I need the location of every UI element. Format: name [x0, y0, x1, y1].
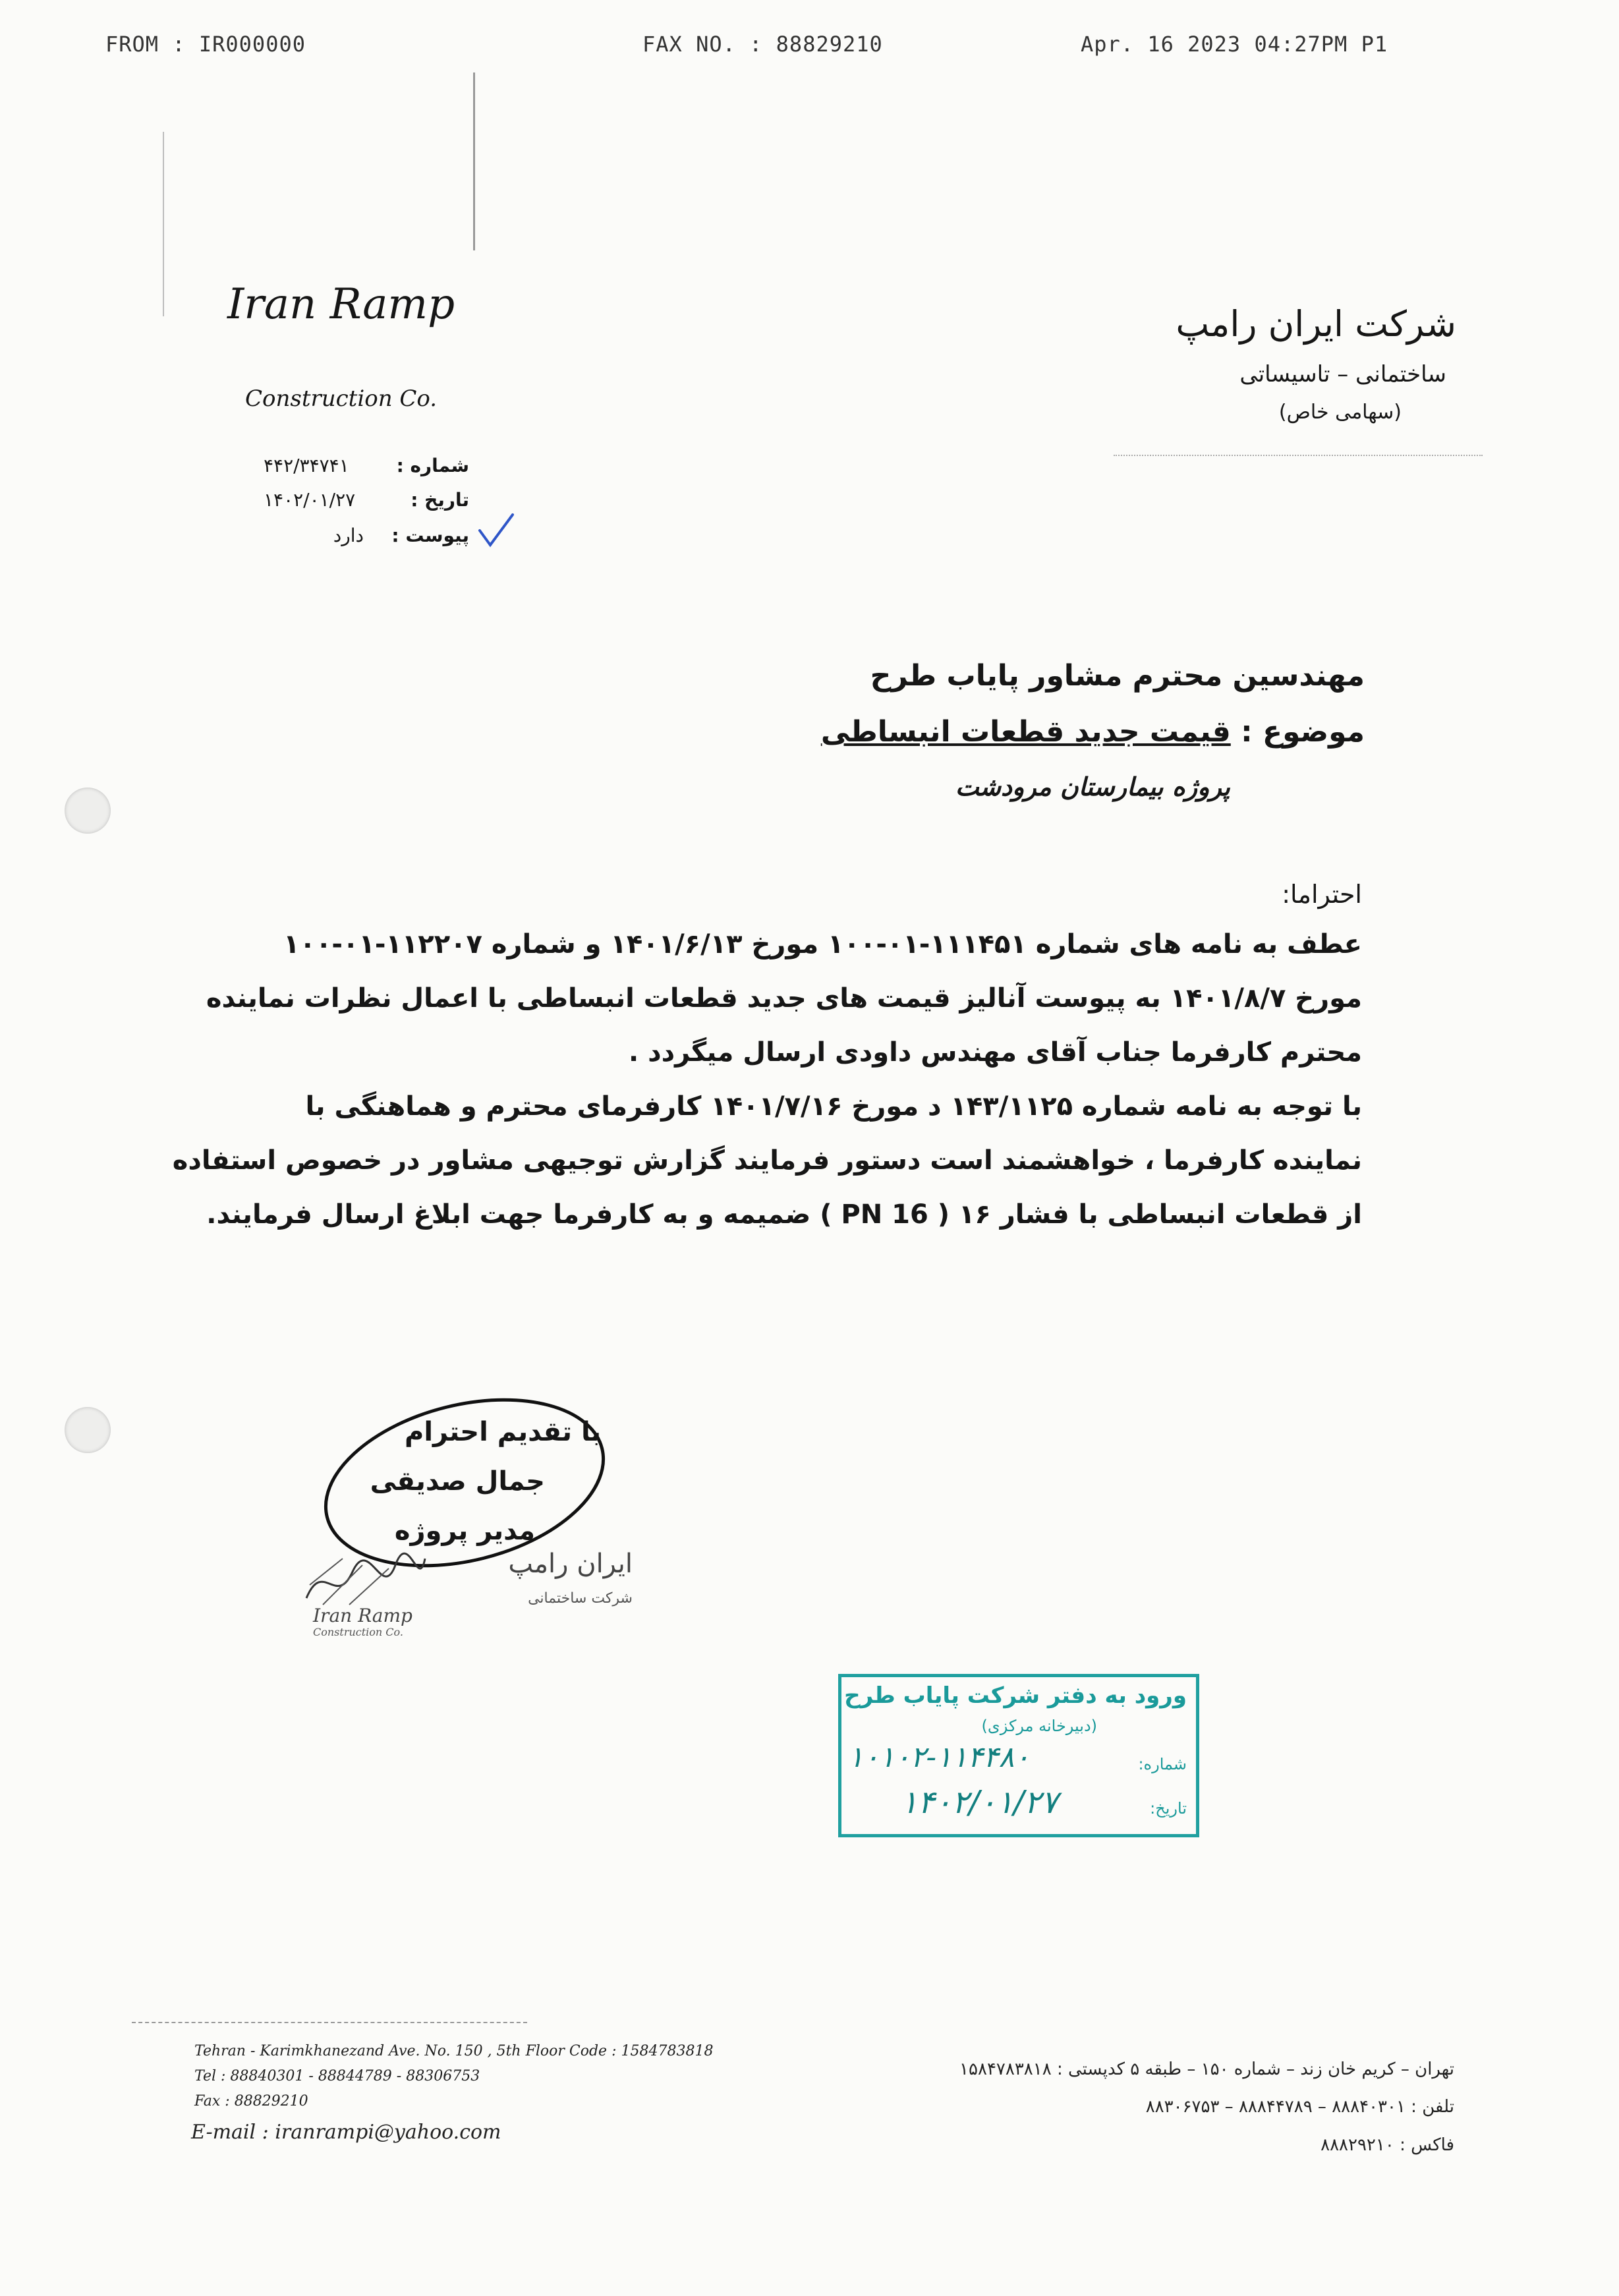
signature-name: جمال صدیقی	[370, 1466, 545, 1497]
body-line: با توجه به نامه شماره ۱۴۳/۱۱۲۵ د مورخ ۱۴۰۱/۷/۱۶ کارفرمای محترم و هماهنگی با	[305, 1091, 1362, 1122]
seal-sub-en: Construction Co.	[313, 1626, 403, 1638]
number-value: ۴۴۲/۳۴۷۴۱	[264, 455, 349, 476]
stamp-subtitle: (دبیرخانه مرکزی)	[981, 1717, 1097, 1735]
attachment-value: دارد	[333, 525, 364, 546]
footer-fax-en: Fax : 88829210	[194, 2093, 308, 2109]
body-line: از قطعات انبساطی با فشار ۱۶ ( PN 16 ) ضمیمه و به کارفرما جهت ابلاغ ارسال فرمایند.	[206, 1199, 1362, 1230]
project-name: پروژه بیمارستان مرودشت	[955, 772, 1230, 801]
company-sub-en: Construction Co.	[245, 386, 438, 412]
company-sub-fa: ساختمانی – تاسیساتی	[1239, 361, 1446, 387]
subject-line	[821, 715, 1365, 749]
date-value: ۱۴۰۲/۰۱/۲۷	[264, 489, 356, 511]
incoming-stamp	[838, 1674, 1199, 1837]
attachment-label: پیوست :	[391, 525, 469, 546]
fax-number: FAX NO. : 88829210	[642, 32, 883, 57]
seal-sub-fa: شرکت ساختمانی	[528, 1590, 633, 1607]
check-mark-icon	[476, 511, 515, 550]
subject-label: موضوع :	[1241, 715, 1365, 749]
punch-hole	[65, 788, 111, 834]
greeting: احتراما:	[1282, 880, 1362, 909]
company-name-en: Iran Ramp	[227, 280, 455, 329]
seal-name-en: Iran Ramp	[313, 1605, 412, 1626]
punch-hole	[65, 1407, 111, 1453]
company-name-fa: شرکت ایران رامپ	[1176, 303, 1456, 345]
subject-value: قیمت جدید قطعات انبساطی	[820, 715, 1231, 749]
company-type-fa: (سهامی خاص)	[1278, 401, 1402, 424]
date-label: تاریخ :	[411, 489, 469, 511]
footer-email-en: E-mail : iranrampi@yahoo.com	[191, 2121, 501, 2144]
number-label: شماره :	[396, 455, 469, 476]
scan-artifact-line	[163, 132, 164, 316]
stamp-date-label: تاریخ:	[1150, 1799, 1187, 1818]
stamp-title: ورود به دفتر شرکت پایاب طرح	[844, 1682, 1187, 1709]
addressee: مهندسین محترم مشاور پایاب طرح	[870, 659, 1365, 693]
footer-fax-fa: فاکس : ۸۸۸۲۹۲۱۰	[1321, 2135, 1454, 2155]
stamp-date-value: ۱۴۰۲/۰۱/۲۷	[901, 1784, 1058, 1821]
signature-title: مدیر پروژه	[394, 1516, 535, 1546]
fax-datetime-page: Apr. 16 2023 04:27PM P1	[1081, 32, 1388, 57]
seal-name-fa: ایران رامپ	[508, 1549, 633, 1579]
body-line: عطف به نامه های شماره ۱۱۱۴۵۱-۰۱-۱۰۰ مورخ ۱۴۰۱/۶/۱۳ و شماره ۱۱۲۲۰۷-۰۱-۱۰۰	[283, 929, 1362, 960]
company-seal	[303, 1545, 646, 1638]
footer-address-en: Tehran - Karimkhanezand Ave. No. 150 , 5th Floor Code : 1584783818	[194, 2043, 714, 2059]
scan-artifact-line	[473, 72, 475, 250]
footer-tel-en: Tel : 88840301 - 88844789 - 88306753	[194, 2068, 480, 2084]
fax-from: FROM : IR000000	[105, 32, 306, 57]
stamp-number-value: ۱۰۱۰۲-۱۱۴۴۸۰	[848, 1740, 1030, 1774]
footer-divider	[132, 2022, 527, 2023]
footer-tel-fa: تلفن : ۸۸۸۴۰۳۰۱ – ۸۸۸۴۴۷۸۹ – ۸۸۳۰۶۷۵۳	[1145, 2097, 1454, 2117]
body-line: مورخ ۱۴۰۱/۸/۷ به پیوست آنالیز قیمت های جدید قطعات انبساطی با اعمال نظرات نماینده	[206, 983, 1362, 1014]
letterhead-divider	[1114, 455, 1483, 456]
stamp-number-label: شماره:	[1138, 1755, 1187, 1773]
body-line: محترم کارفرما جناب آقای مهندس داودی ارسال میگردد .	[628, 1037, 1362, 1068]
signature-scribble-icon	[303, 1545, 428, 1611]
footer-address-fa: تهران – کریم خان زند – شماره ۱۵۰ – طبقه ۵ کدپستی : ۱۵۸۴۷۸۳۸۱۸	[959, 2059, 1454, 2079]
body-line: نماینده کارفرما ، خواهشمند است دستور فرمایند گزارش توجیهی مشاور در خصوص استفاده	[172, 1145, 1362, 1176]
signature-closing: با تقدیم احترام	[405, 1417, 601, 1447]
